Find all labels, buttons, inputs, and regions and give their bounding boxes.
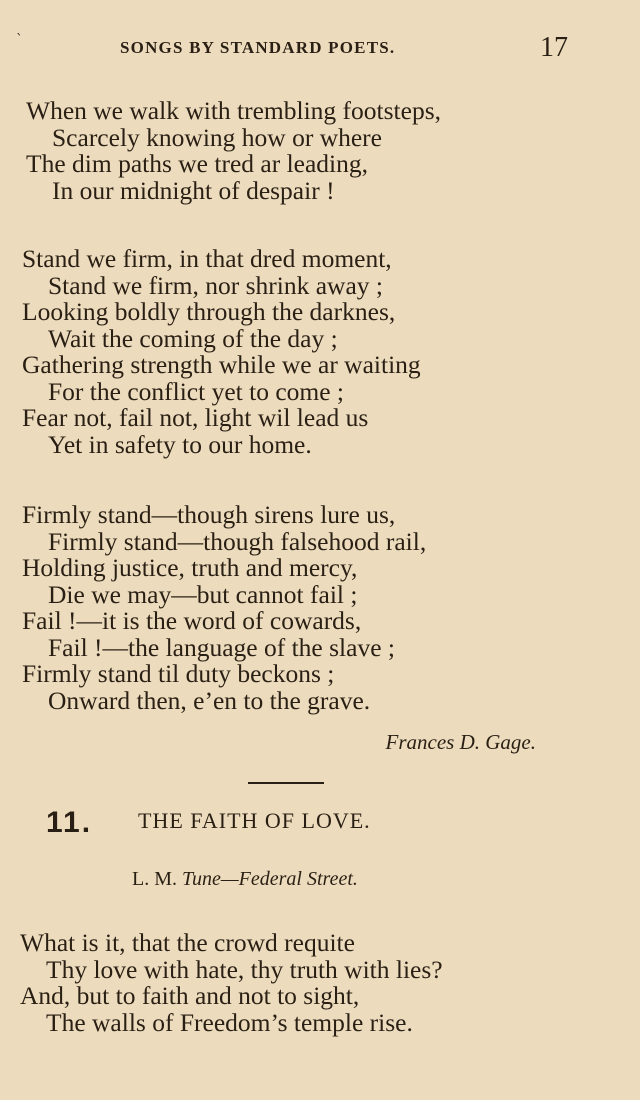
verse-line: Fear not, fail not, light wil lead us (22, 403, 369, 432)
verse-line: Fail !—it is the word of cowards, (22, 606, 362, 635)
verse-line: Thy love with hate, thy truth with lies? (46, 954, 443, 984)
tune-label: Tune—Federal Street. (182, 868, 358, 890)
verse-line: Looking boldly through the darknes, (22, 297, 396, 326)
verse-line: The dim paths we tred ar leading, (26, 149, 369, 178)
verse-line: For the conflict yet to come ; (48, 376, 345, 406)
verse-line: When we walk with trembling footsteps, (26, 96, 441, 125)
verse-line: Stand we firm, in that dred moment, (22, 244, 392, 273)
corner-mark: ` (16, 32, 23, 48)
verse-line: Onward then, e’en to the grave. (48, 685, 371, 715)
verse-line: Holding justice, truth and mercy, (22, 553, 358, 582)
hymn-title: THE FAITH OF LOVE. (138, 808, 371, 833)
verse-line: Stand we firm, nor shrink away ; (48, 270, 383, 300)
section-divider (248, 782, 324, 784)
page-number: 17 (540, 32, 568, 63)
running-title: SONGS BY STANDARD POETS. (120, 38, 396, 57)
meter-line (132, 868, 358, 891)
hymn-number: 11. (46, 806, 93, 839)
verse-line: Scarcely knowing how or where (52, 122, 382, 152)
verse-line: Gathering strength while we ar waiting (22, 350, 421, 379)
stanza-2 (22, 246, 640, 458)
verse-line: Wait the coming of the day ; (48, 323, 338, 353)
meter-label: L. M. (132, 868, 177, 890)
verse-line: Fail !—the language of the slave ; (48, 632, 395, 662)
verse-line: In our midnight of despair ! (52, 175, 335, 205)
verse-line: And, but to faith and not to sight, (20, 981, 360, 1010)
verse-line: Firmly stand—though falsehood rail, (48, 526, 427, 556)
verse-line: Firmly stand til duty beckons ; (22, 659, 335, 688)
verse-line: The walls of Freedom’s temple rise. (46, 1007, 413, 1037)
verse-line: Yet in safety to our home. (48, 429, 312, 459)
verse-line: Firmly stand—though sirens lure us, (22, 500, 396, 529)
author-attribution: Frances D. Gage. (385, 730, 536, 754)
verse-line: What is it, that the crowd requite (20, 928, 355, 957)
verse-line: Die we may—but cannot fail ; (48, 579, 358, 609)
page-header (0, 32, 640, 62)
stanza-3 (22, 502, 640, 714)
stanza-1 (26, 98, 640, 204)
hymn-stanza-1 (20, 930, 640, 1036)
